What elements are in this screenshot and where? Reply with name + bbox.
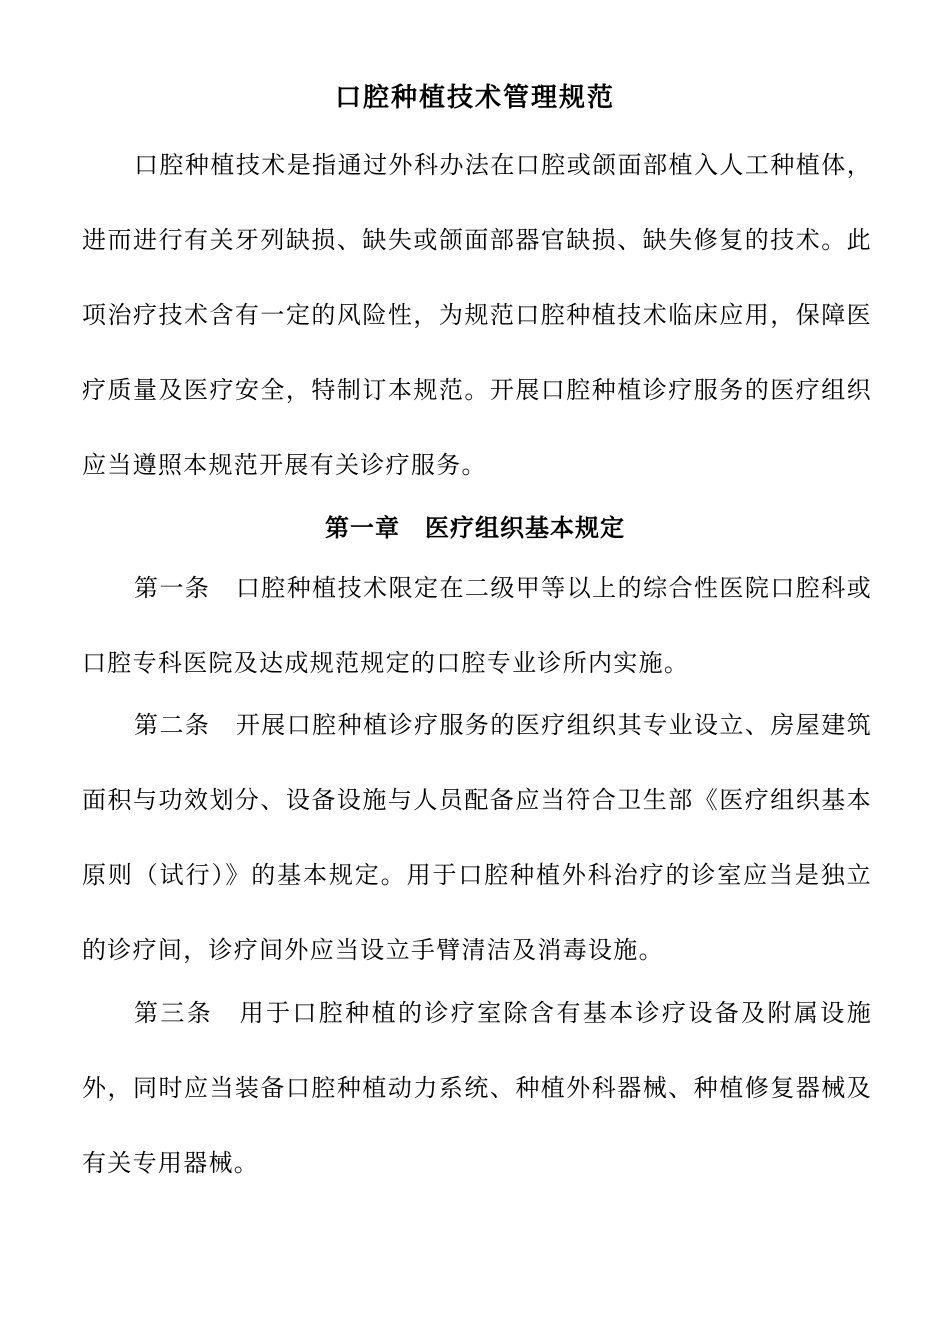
article-2-paragraph: 第二条 开展口腔种植诊疗服务的医疗组织其专业设立、房屋建筑面积与功效划分、设备设施与人员配备应当符合卫生部《医疗组织基本原则（试行）》的基本规定。用于口腔种植外科治疗的诊室应当是独立的诊疗间，诊疗间外应当设立手臂清洁及消毒设施。 — [82, 711, 872, 964]
intro-paragraph: 口腔种植技术是指通过外科办法在口腔或颌面部植入人工种植体，进而进行有关牙列缺损、缺失或颌面部器官缺损、缺失修复的技术。此项治疗技术含有一定的风险性，为规范口腔种植技术临床应用，保障医疗质量及医疗安全，特制订本规范。开展口腔种植诊疗服务的医疗组织应当遵照本规范开展有关诊疗服务。 — [82, 151, 872, 479]
document-title: 口腔种植技术管理规范 — [334, 83, 615, 113]
article-3-paragraph: 第三条 用于口腔种植的诊疗室除含有基本诊疗设备及附属设施外，同时应当装备口腔种植动力系统、种植外科器械、种植修复器械及有关专用器械。 — [82, 999, 872, 1177]
article-1-paragraph: 第一条 口腔种植技术限定在二级甲等以上的综合性医院口腔科或口腔专科医院及达成规范规定的口腔专业诊所内实施。 — [82, 574, 872, 677]
chapter-heading: 第一章 医疗组织基本规定 — [325, 513, 625, 542]
